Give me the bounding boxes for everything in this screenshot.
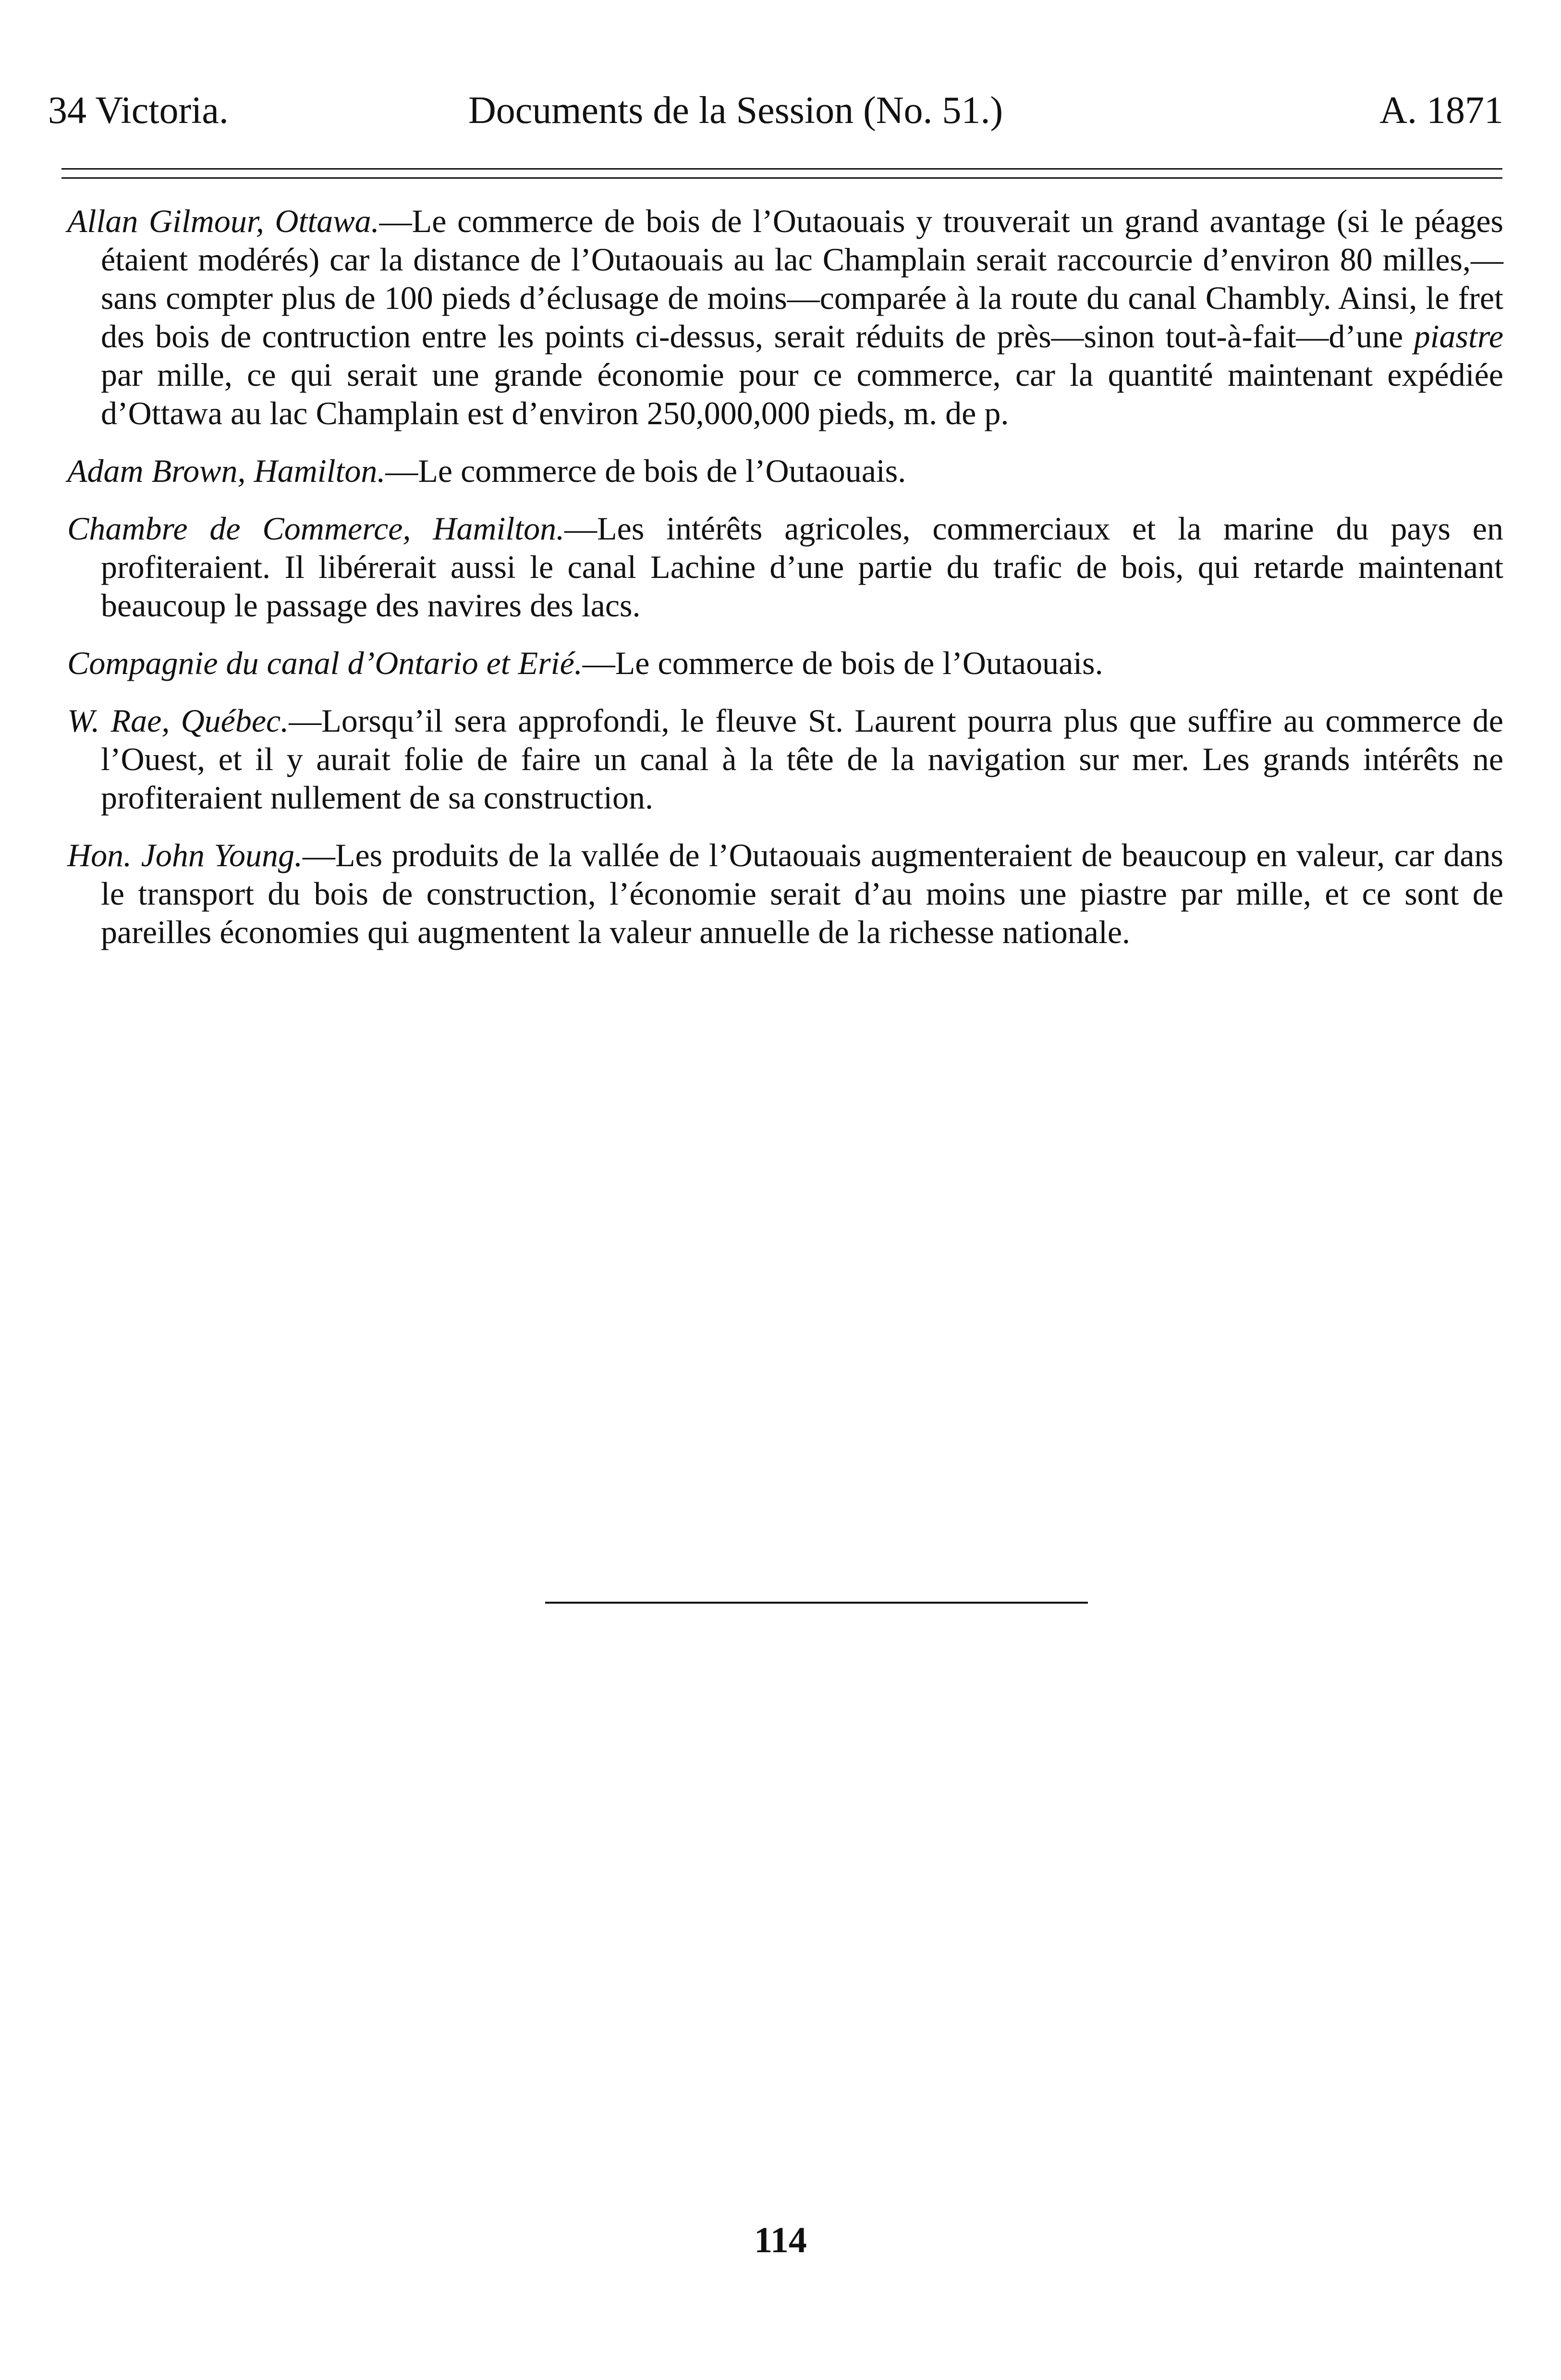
entry-speaker: Compagnie du canal d’Ontario et Erié. bbox=[67, 645, 583, 681]
header-double-rule bbox=[61, 168, 1502, 179]
entry-text: —Lorsqu’il sera approfondi, le fleuve St. Laurent pourra plus que suffire au commerce de l’Ouest, et il y aurait folie de faire un canal à la tête de la navigation sur mer. Les grands intérêts ne profiteraient nullement de sa construction. bbox=[101, 702, 1503, 816]
entry-compagnie-canal bbox=[67, 644, 1503, 682]
page-number: 114 bbox=[754, 2220, 807, 2260]
entry-text-continued: par mille, ce qui serait une grande économie pour ce commerce, car la quantité maintenant expédiée d’Ottawa au lac Champlain est d’environ 250,000,000 pieds, m. de p. bbox=[101, 356, 1503, 431]
entry-speaker: Allan Gilmour, Ottawa. bbox=[67, 203, 379, 239]
entry-w-rae bbox=[67, 701, 1503, 817]
entry-john-young bbox=[67, 836, 1503, 951]
section-end-rule bbox=[545, 1602, 1088, 1604]
entry-speaker: W. Rae, Québec. bbox=[67, 702, 289, 739]
header-volume: 34 Victoria. bbox=[48, 89, 229, 132]
entry-allan-gilmour bbox=[67, 202, 1503, 432]
entry-adam-brown bbox=[67, 452, 1503, 490]
running-header bbox=[48, 82, 1503, 139]
entry-emphasis: piastre bbox=[1414, 318, 1503, 355]
entry-chambre-de-commerce bbox=[67, 509, 1503, 625]
entry-text: —Le commerce de bois de l’Outaouais y trouverait un grand avantage (si le péages étaient modérés) car la distance de l’Outaouais au lac Champlain serait raccourcie d’environ 80 milles,—sans compter plus de 100 pieds d’éclusage de moins—comparée à la route du canal Chambly. Ainsi, le fret des bois de contruction entre les points ci-dessus, serait réduits de près—sinon tout-à-fait—d’une bbox=[101, 203, 1503, 355]
entry-speaker: Chambre de Commerce, Hamilton. bbox=[67, 510, 565, 547]
entry-text: —Le commerce de bois de l’Outaouais. bbox=[582, 645, 1103, 681]
entry-text: —Les intérêts agricoles, commerciaux et la marine du pays en profiteraient. Il libérerait aussi le canal Lachine d’une partie du trafic de bois, qui retarde maintenant beaucoup le passage des navires des lacs. bbox=[101, 510, 1503, 624]
entry-text: —Le commerce de bois de l’Outaouais. bbox=[385, 453, 906, 489]
testimony-list bbox=[67, 202, 1503, 970]
entry-speaker: Adam Brown, Hamilton. bbox=[67, 453, 386, 489]
entry-speaker: Hon. John Young. bbox=[67, 837, 303, 873]
header-year: A. 1871 bbox=[1379, 89, 1503, 132]
entry-text: —Les produits de la vallée de l’Outaouais augmenteraient de beaucoup en valeur, car dans le transport du bois de construction, l’économie serait d’au moins une piastre par mille, et ce sont de pareilles économies qui augmentent la valeur annuelle de la richesse nationale. bbox=[101, 837, 1503, 950]
header-title: Documents de la Session (No. 51.) bbox=[468, 89, 1003, 132]
